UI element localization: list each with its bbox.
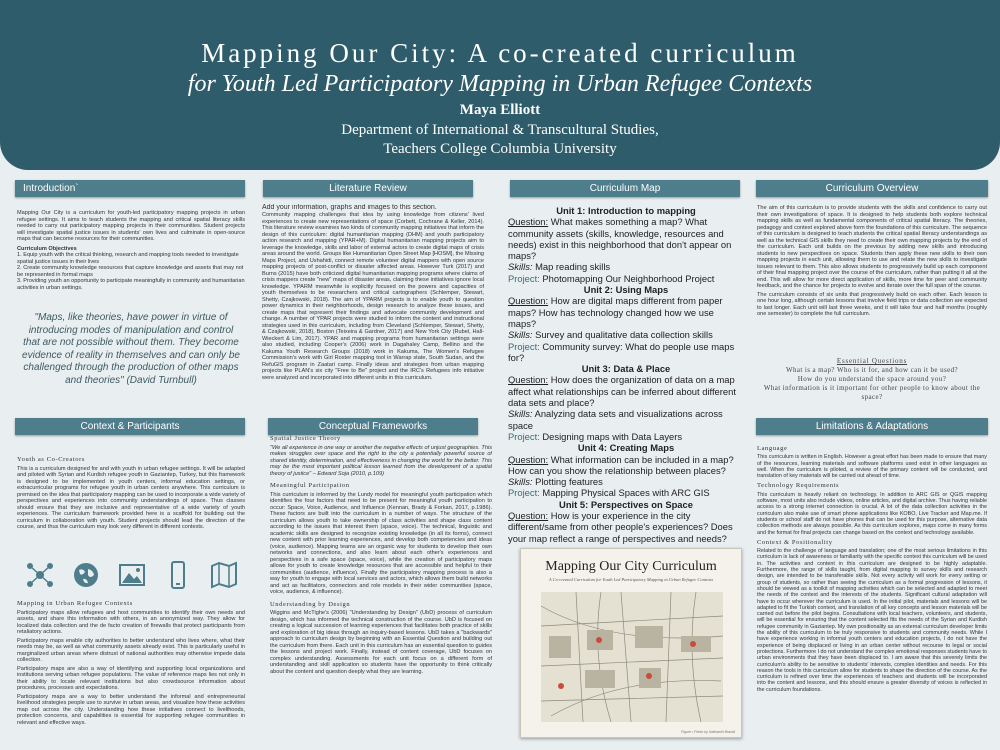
unit-skills: [532, 544, 597, 545]
context-positionality-heading: Context & Positionality: [757, 538, 833, 546]
poster-header: [0, 0, 1000, 170]
section-header-limitations: [756, 418, 988, 435]
urban-refugee-heading: Mapping in Urban Refugee Contexts: [17, 600, 133, 607]
limitations-label: Limitations & Adaptations: [815, 421, 929, 432]
context-text-bottom: [17, 597, 245, 737]
question-label: Question:: [508, 453, 549, 465]
network-icon: [25, 560, 55, 590]
poster-title: Mapping Our City: A co-created curriculum: [201, 38, 799, 68]
skills-label: [508, 544, 532, 545]
unit-question: How does the organization of data on a map affect what relationships can be inferred about different data sets and place?: [508, 374, 736, 409]
section-header-curriculum-map: [510, 180, 740, 197]
context-paragraph: This is a curriculum designed for and with youth in urban refugee settings. It will be adapted and piloted with Syrian and Kurdish refugee youth in Gaziantep, Turkey, but this framework is designed to be implemented in youth centers, informal education settings, or extracurricular programs for refugee youth in urban centers anywhere. This curriculum is premised on the idea that participatory mapping can be used to incorporate a wide variety of perspectives and experiences into community understandings of space. Thus classes should ensure that they are inclusive and representative of a wide variety of youth experiences. The curriculum framework provided here is a scaffold for building out the curriculum in collaboration with youth. Student projects should lead the direction of the course, and thus the curriculum may look very different in different contexts.: [17, 465, 245, 530]
essential-question: What information is it important for other people to know about the space?: [763, 384, 981, 401]
curriculum-map-list: [508, 205, 744, 545]
objectives-title: Curriculum Objectives: [17, 245, 77, 252]
section-header-introduction: [15, 180, 245, 197]
skills-label: Skills:: [508, 261, 533, 273]
skills-label: Skills:: [508, 476, 533, 488]
unit-title: Unit 1: Introduction to mapping: [556, 205, 696, 216]
question-label: Question:: [508, 510, 549, 522]
context-text-top: [17, 453, 245, 553]
unit-title: Unit 4: Creating Maps: [577, 442, 675, 454]
meaningful-participation-heading: Meaningful Participation: [270, 482, 350, 489]
question-label: Question:: [508, 374, 549, 386]
skills-label: Skills:: [508, 329, 533, 341]
unit-question: What makes something a map? What community assets (skills, knowledge, resources and needs) exist in this neighborhood that don't appear on maps?: [508, 216, 732, 262]
icon-row: [25, 560, 239, 590]
question-label: Question:: [508, 295, 549, 307]
cover-title: Mapping Our City Curriculum: [545, 559, 717, 574]
project-label: Project:: [508, 272, 540, 284]
youth-cocreators-heading: Youth as Co-Creators: [17, 456, 86, 463]
context-label: Context & Participants: [80, 421, 180, 432]
unit-title: Unit 3: Data & Place: [581, 363, 671, 375]
essential-question: How do you understand the space around you?: [797, 375, 947, 383]
literature-lead: Add your information, graphs and images to this section.: [262, 204, 437, 211]
department-line-1: Department of International & Transcultural Studies,: [341, 122, 659, 138]
section-header-context: [15, 418, 245, 435]
spatial-justice-heading: Spatial Justice Theory: [270, 435, 341, 442]
limitations-text: [757, 442, 987, 740]
unit-project: Community survey: What do people use maps for?: [508, 340, 735, 363]
essential-questions: [757, 357, 987, 402]
unit-skills: Survey and qualitative data collection skills: [532, 329, 713, 341]
curriculum-map-label: Curriculum Map: [589, 183, 661, 194]
introduction-label: Introduction`: [23, 183, 79, 194]
cover-caption: Figure • Photo by Nathaniel Brandt: [681, 730, 735, 734]
introduction-paragraph: Mapping Our City is a curriculum for youth-led participatory mapping projects in urban refugee settings. It aims to teach students the mapping and critical spatial literacy skills needed to carry out participatory mapping projects in their communities. Student projects will investigate spatial justice issues in students' own lives and culminate in open-source maps that can become resources for their communities.: [17, 210, 245, 242]
department: [0, 121, 1000, 159]
cover-subtitle: A Co-created Curriculum for Youth Led Participatory Mapping in Urban Refugee Contexts: [548, 577, 714, 582]
cover-city-map-illustration: [521, 586, 742, 736]
introduction-text: [17, 210, 245, 306]
unit-question: What information can be included in a map? How can you show the relationship between places?: [508, 453, 734, 476]
conceptual-paragraph: Wiggins and McTighe's (2006) "Understanding by Design" (UbD) process of curriculum design, which has informed the technical construction of the course. UbD is focused on creating a logical succession of learning experiences that facilitates both practice of skills and exploration of big ideas through an inquiry-based lessons. UbD takes a "backwards" approach to curriculum design by beginning with an Essential Question and building out the curriculum from there. Each unit in this curriculum has an essential question to guides the lessons and project work. Finally, instead of content coverage, UbD focuses on complex understanding. Assessments for each unit focus on a different form of understanding and skill application so students have the opportunity to think critically about the content and question deeply what they are learning.: [270, 610, 492, 675]
understanding-by-design-heading: Understanding by Design: [270, 600, 351, 608]
context-paragraph: Participatory maps are a way to better understand the informal and entrepreneurial livelihood strategies people use to survive in urban areas, and visualize how these activities map out across the city. Understanding how these initiatives connect to livelihoods, protection concerns, and capabilities is essential for supporting refugee communities in relevant and effective ways.: [17, 693, 245, 726]
unit-question: How are digital maps different from paper maps? How has technology changed how we use maps?: [508, 295, 723, 329]
essential-questions-title: Essential Questions: [836, 357, 908, 365]
author-name: Maya Elliott: [459, 102, 541, 118]
technology-heading: Technology Requirements: [757, 482, 840, 490]
unit-question: How is your experience in the city different/same from other people's experiences? Does your map reflect a range of perspectives and needs?: [508, 510, 733, 544]
globe-icon: [71, 560, 101, 590]
section-header-literature-review: [263, 180, 473, 197]
turnbull-quote: "Maps, like theories, have power in virtue of introducing modes of manipulation and control that are not possible without them. They become evidence of reality in themselves and can only be challenged through the production of other maps and theories" (David Turnbull): [22, 312, 240, 386]
literature-body: Community mapping challenges that idea by using knowledge from citizens' lived experiences to create new representations of space (Corbett, Cochrane & Keller, 2014). This literature review examines two kinds of community mapping initiatives that inform the design of this curriculum: digital humanitarian mapping (DHM) and youth participatory action research and mapping (YPAR+M). Digital humanitarian mapping projects aim to leverage the knowledge, skills and labor of external actors to create digital maps of crisis areas around the world. Groups like Humanitarian Open Street Map [HOSM], the Missing Maps Project, and Ushahidi, connect remote volunteer digital mappers with open source mapping projects of post-conflict or disaster affected areas. However Turk (2017) and Burns (2015) have both criticized digital humanitarian mapping programs where claims of crisis mappers create "new" maps of disaster areas, claiming these initiatives ignore local knowledge. YPARM meanwhile is explicitly focused on the powers and capacities of youth themselves to be researchers and critical cartographers (Schlemper, Stewart, Shetty, Czajkowski, 2018). The aim of YPARM projects is to enable youth to question power dynamics in their neighborhoods, design research to analyze these issues, and create maps that represent their findings and advocate community development and change. A number of YPAR projects were studied to inform the content and instructional strategies used in this curriculum, including from Cleveland (Schlemper, Stewart, Shetty, & Czajkowski, 2018), Boston (Teixeira & Gardner, 2017) and New York City (Rubel, Hall-Wieckert & Lim, 2017). YPAR and mapping programs from humanitarian settings were also studied, including Cooper's (2006) work in Dagahaley Camp, Bellino and the Kakuma Youth Research Groups (2018) work in Kakuma, The Women's Refugee Commission's work with Girl Roster mapping tool in Warrap state, South Sudan, and the RefuGIS program in Zaatari camp. Finally ideas and strategies from urban mapping projects like PLAN's six city "Free to Be" project and the IRC's Refugees info initiative were analyzed and incorporated into different units in this curriculum.: [262, 212, 484, 381]
limitations-paragraph: This curriculum is heavily reliant on technology. In addition to ARC GIS or QGIS mapping software, most units also include videos, online articles, and digital archive. Thus having reliable access to a strong internet connection is crucial. A lot of the data collection activities in the curriculum also make use of smart phone applications like KOBO, Live Tracker and Map.me. If students or school staff do not have phones that can be used for this purpose, alternative data collection methods are always possible. As this curriculum explores, maps come in many forms and the format for final projects can change based on the context and technology available.: [757, 491, 987, 536]
objective-item: 3. Providing youth an opportunity to participate meaningfully in community and humanitarian activities in urban settings.: [17, 278, 245, 291]
project-label: Project:: [508, 487, 540, 499]
limitations-paragraph: This curriculum is written in English. However a great effort has been made to ensure that many of the resources, learning materials and software platforms used exist in other languages as well. When the curriculum is piloted, a review of the primary content will be conducted, and translation of key materials will be carried out ahead of time.: [757, 454, 987, 480]
language-heading: Language: [757, 445, 788, 452]
context-paragraph: Participatory maps enable city authorities to better understand who lives where, what their needs may be, as well as what community assets already exist. This is particularly useful in marginalized urban areas where distrust of national authorities may otherwise impede data collection.: [17, 637, 245, 663]
question-label: Question:: [508, 216, 549, 228]
conceptual-frameworks-text: [270, 432, 492, 738]
essential-question: What is a map? Who is it for, and how can it be used?: [785, 366, 959, 374]
department-line-2: Teachers College Columbia University: [383, 141, 617, 157]
unit-project: Photomapping Our Neighborhood Project: [539, 272, 715, 284]
curriculum-overview-label: Curriculum Overview: [825, 183, 919, 194]
literature-review-text: [262, 204, 484, 412]
unit-title: Unit 2: Using Maps: [583, 284, 669, 296]
objective-item: 1. Equip youth with the critical thinking, research and mapping tools needed to investigate spatial justice issues in their lives: [17, 252, 239, 265]
project-label: Project:: [508, 340, 540, 352]
objective-item: 2. Create community knowledge resources that capture knowledge and assets that may not be represented in formal maps: [17, 265, 244, 278]
unit-project: Mapping Physical Spaces with ARC GIS: [539, 487, 710, 499]
unit-skills: Map reading skills: [532, 261, 611, 273]
literature-review-label: Literature Review: [329, 183, 407, 194]
curriculum-cover-image: [520, 548, 742, 738]
map-icon: [209, 560, 239, 590]
phone-icon: [163, 560, 193, 590]
curriculum-overview-text: [757, 205, 987, 353]
unit-skills: Analyzing data sets and visualizations across space: [508, 408, 723, 431]
section-header-curriculum-overview: [756, 180, 988, 197]
context-paragraph: Participatory maps allow refugees and host communities to identify their own needs and assets, and share this information with others, in an anonymized way. They allow for localized data collection and the de facto creation of firewalls that protect participants from retaliatory actions.: [17, 609, 245, 635]
unit-project: Designing maps with Data Layers: [539, 430, 683, 442]
unit-skills: Plotting features: [532, 476, 603, 488]
soja-quote: "We all experience in one way or another the negative effects of unjust geographies. This makes struggles over space and the right to the city a potentially powerful source of shared identity, determination, and effectiveness in changing the world for the better. This may be the most important political lesson learned from the development of a spatial theory of justice" – Edward Soja (2010, p.109): [270, 444, 492, 477]
image-icon: [117, 560, 147, 590]
overview-paragraph: The curriculum consists of six units that progressively build on each other. Each lesson is one hour long, although certain lessons that involve field trips or data collection are expected to last longer. Each unit will last three weeks, and it will take four and half months (roughly one semester) to complete the full curriculum.: [757, 291, 987, 317]
skills-label: Skills:: [508, 408, 533, 420]
conceptual-paragraph: This curriculum is informed by the Lundy model for meaningful youth participation which identifies the four factors that need to be present for meaningful youth participation to occur: Space, Voice, Audience, and Influence (Kennan, Brady & Forkan, 2017, p.1986). These factors are built into the curriculum in a number of ways. The structure of the curriculum allows youth to take ownership of class activities and shape class content according to the issues that interest them (space, voice). The technical, linguistic and academic skills are designed to recognize existing knowledge (in all its forms), connect new content with prior learning experiences, and develop both competencies and ideas (voice, audience). Mapping teams are an organic way for students to develop their own networks and connections, and also learn about each other's experiences and perspectives in a safe space (space, voice), while the creation of participatory maps allows for youth to create knowledge resources that are accessible and helpful to their communities (audience, influence). Finally the participatory mapping process is also a way for youth to engage with local services and actors, which allows them build networks and act as facilitators, connectors and role models in their wider communities (space, voice, audience, & influence).: [270, 491, 492, 595]
poster-subtitle: for Youth Led Participatory Mapping in Urban Refugee Contexts: [187, 71, 813, 97]
context-paragraph: Participatory maps are also a way of identifying and supporting local organizations and institutions serving urban refugee populations. The value of reference maps lies not only in their ability to locate relevant institutions but also crowdsource information about procedures, processes and expectations.: [17, 665, 245, 691]
overview-paragraph: The aim of this curriculum is to provide students with the skills and confidence to carry out their own investigations of space. It is designed to help students both explore technical mapping skills as well as fundamental components of critical spatial literacy. The theories, pedagogy and context explored above form the foundations of this curriculum. The sequence of this curriculum is designed to teach students the critical spatial literacy understandings as well as the technical GIS skills they need to create their own mapping projects by the end of the curriculum. Each unit builds on the previous by adding new skills and introducing students to new perspectives on space. Students then apply these new skills to their own mapping projects in each unit, allowing them to use and relate the new skills to investigate issues relevant to them. This also allows students to progressively build up each component of their final mapping project over the course of the curriculum, rather than putting it all at the end. This will allow for more direct application of skills, more time for peer and community feedback, and the chance for projects to evolve and iterate over the full span of the course.: [757, 205, 987, 289]
conceptual-frameworks-label: Conceptual Frameworks: [318, 421, 428, 432]
limitations-paragraph: Related to the challenge of language and translation; one of the most serious limitations in this curriculum is lack of awareness or familiarity with the specific context this curriculum will be used in. The activities and content in this curriculum are designed to be highly adaptable. Furthermore, the range of skills taught, from digital mapping to survey skills and research design, are intended to be transferable skills. Not every activity will work for every setting or group of students, so rather than seeing the curriculum as a formal progression of lessons, it should be viewed as a toolkit of mapping activities which can be selected and adapted to meet the needs of the context and the interests of the students. Significant cultural adaptation will have to occur wherever the curriculum is used. In the initial pilot, materials and lessons will be adapted to fit the Turkish context, and translation of all key concepts and lesson materials will be carried out before the pilot begins. Consultations with local teachers, volunteers, and students, will be essential for ensuring that the content selected fits the needs of the Syrian and Kurdish refugee community in Gaziantep. My own positionality as an external curriculum developer limits the ability of this curriculum to be truly responsive to students and community needs. While I have experience working in informal youth centers and education projects, I do not have the experience of being displaced or living in an urban center without recourse to legal or social protections. Furthermore I do not understand the complex emotional responses students have to urban environments that they have been displaced to. I am aware that this severely limits the curriculum's ability to be sensitive to students' interests, complex identities and needs. For this reason the tools in this curriculum allow for students to shape the direction of the course. As the curriculum is refined over time the experiences of teachers and students will be incorporated into the content and lessons, and this should ensure a greater diversity of voices is reflected in the curriculum foundations.: [757, 548, 987, 693]
unit-title: Unit 5: Perspectives on Space: [559, 498, 693, 510]
project-label: Project:: [508, 430, 540, 442]
